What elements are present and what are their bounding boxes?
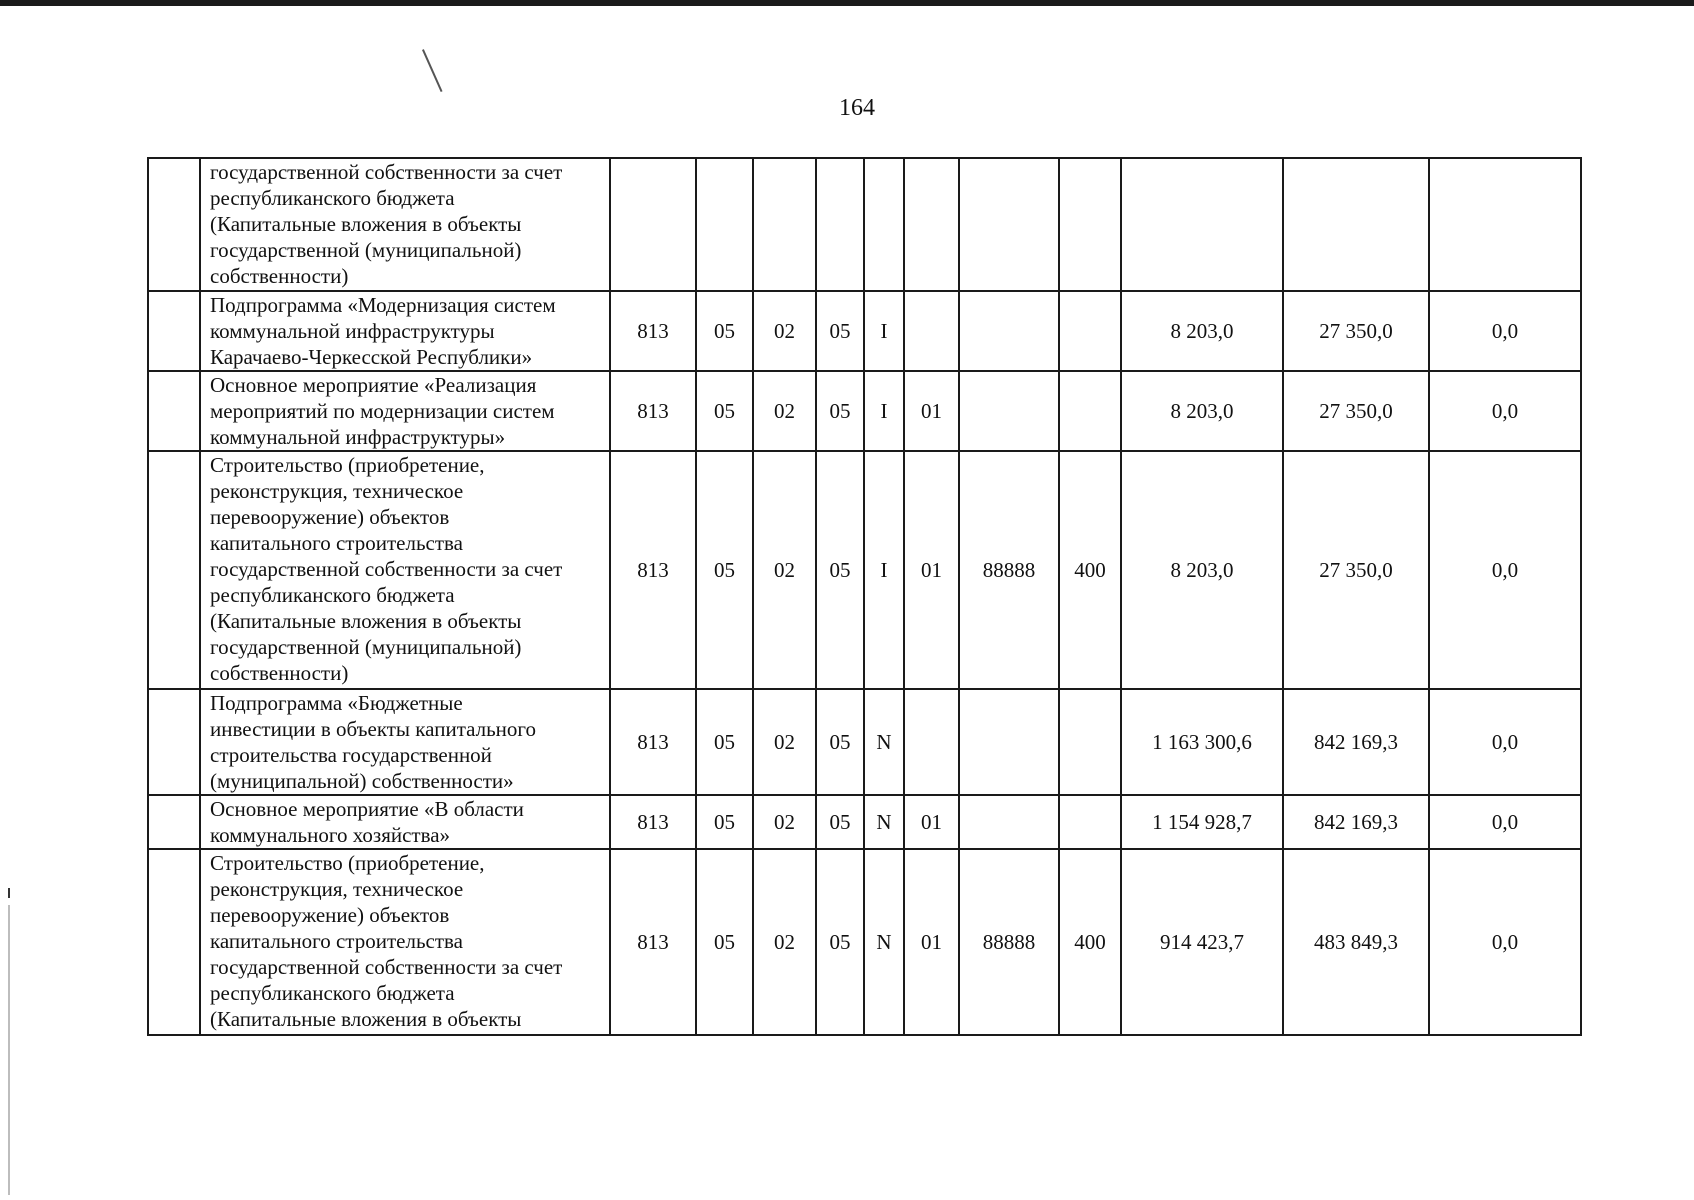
code-gr-cell: 813 xyxy=(610,795,696,849)
code-subprogram-cell xyxy=(864,158,904,291)
code-gr-cell xyxy=(610,158,696,291)
value-year3-cell: 0,0 xyxy=(1429,451,1581,689)
code-rz-cell: 05 xyxy=(696,371,753,451)
value-year1-cell: 8 203,0 xyxy=(1121,451,1283,689)
row-index-cell xyxy=(148,291,200,371)
value-year1-cell: 1 163 300,6 xyxy=(1121,689,1283,795)
value-year2-cell: 27 350,0 xyxy=(1283,371,1429,451)
code-pr-cell: 02 xyxy=(753,451,816,689)
code-program-cell: 05 xyxy=(816,689,864,795)
description-cell: Основное мероприятие «Реализация мероприятий по модернизации систем коммунальной инфраструктуры» xyxy=(200,371,610,451)
code-direction-cell xyxy=(959,795,1059,849)
code-program-cell: 05 xyxy=(816,451,864,689)
code-event-cell: 01 xyxy=(904,849,959,1035)
table-row xyxy=(148,371,1581,451)
table-row xyxy=(148,849,1581,1035)
code-rz-cell: 05 xyxy=(696,849,753,1035)
description-cell: Строительство (приобретение, реконструкция, техническое перевооружение) объектов капитального строительства государственной собственности за счет республиканского бюджета (Капитальные вложения в объекты государственной (муниципальной) собственности) xyxy=(200,451,610,689)
code-event-cell xyxy=(904,689,959,795)
table-row xyxy=(148,158,1581,291)
code-subprogram-cell: N xyxy=(864,795,904,849)
value-year2-cell: 27 350,0 xyxy=(1283,291,1429,371)
code-pr-cell: 02 xyxy=(753,371,816,451)
row-index-cell xyxy=(148,849,200,1035)
table-row xyxy=(148,291,1581,371)
code-rz-cell: 05 xyxy=(696,795,753,849)
value-year3-cell: 0,0 xyxy=(1429,371,1581,451)
code-vr-cell: 400 xyxy=(1059,451,1121,689)
code-pr-cell: 02 xyxy=(753,795,816,849)
description-cell: государственной собственности за счет республиканского бюджета (Капитальные вложения в объекты государственной (муниципальной) собственности) xyxy=(200,158,610,291)
code-pr-cell: 02 xyxy=(753,689,816,795)
table-row xyxy=(148,689,1581,795)
value-year2-cell: 27 350,0 xyxy=(1283,451,1429,689)
code-gr-cell: 813 xyxy=(610,849,696,1035)
value-year3-cell: 0,0 xyxy=(1429,849,1581,1035)
code-direction-cell xyxy=(959,158,1059,291)
description-cell: Подпрограмма «Бюджетные инвестиции в объекты капитального строительства государственной (муниципальной) собственности» xyxy=(200,689,610,795)
code-event-cell xyxy=(904,291,959,371)
code-vr-cell xyxy=(1059,291,1121,371)
code-vr-cell xyxy=(1059,795,1121,849)
scan-artifact-line xyxy=(8,905,10,1195)
value-year1-cell: 8 203,0 xyxy=(1121,291,1283,371)
code-pr-cell: 02 xyxy=(753,291,816,371)
top-border-rule xyxy=(0,0,1694,6)
code-gr-cell: 813 xyxy=(610,451,696,689)
description-cell: Основное мероприятие «В области коммунального хозяйства» xyxy=(200,795,610,849)
row-index-cell xyxy=(148,795,200,849)
value-year1-cell xyxy=(1121,158,1283,291)
code-gr-cell: 813 xyxy=(610,371,696,451)
code-rz-cell: 05 xyxy=(696,689,753,795)
code-subprogram-cell: N xyxy=(864,849,904,1035)
code-program-cell xyxy=(816,158,864,291)
value-year2-cell: 483 849,3 xyxy=(1283,849,1429,1035)
description-cell: Подпрограмма «Модернизация систем коммунальной инфраструктуры Карачаево-Черкесской Республики» xyxy=(200,291,610,371)
code-pr-cell xyxy=(753,158,816,291)
value-year1-cell: 1 154 928,7 xyxy=(1121,795,1283,849)
value-year2-cell xyxy=(1283,158,1429,291)
row-index-cell xyxy=(148,689,200,795)
code-gr-cell: 813 xyxy=(610,291,696,371)
table-row xyxy=(148,451,1581,689)
code-vr-cell: 400 xyxy=(1059,849,1121,1035)
code-program-cell: 05 xyxy=(816,795,864,849)
value-year3-cell: 0,0 xyxy=(1429,795,1581,849)
value-year2-cell: 842 169,3 xyxy=(1283,795,1429,849)
code-event-cell xyxy=(904,158,959,291)
code-vr-cell xyxy=(1059,158,1121,291)
row-index-cell xyxy=(148,158,200,291)
code-direction-cell xyxy=(959,689,1059,795)
budget-table xyxy=(147,157,1582,1036)
scan-artifact-mark xyxy=(422,49,443,92)
code-direction-cell xyxy=(959,371,1059,451)
code-program-cell: 05 xyxy=(816,849,864,1035)
value-year3-cell: 0,0 xyxy=(1429,689,1581,795)
code-program-cell: 05 xyxy=(816,371,864,451)
code-direction-cell: 88888 xyxy=(959,451,1059,689)
code-rz-cell: 05 xyxy=(696,291,753,371)
value-year3-cell xyxy=(1429,158,1581,291)
page-number: 164 xyxy=(839,95,875,121)
code-event-cell: 01 xyxy=(904,371,959,451)
code-subprogram-cell: I xyxy=(864,451,904,689)
code-event-cell: 01 xyxy=(904,451,959,689)
value-year1-cell: 8 203,0 xyxy=(1121,371,1283,451)
code-subprogram-cell: I xyxy=(864,371,904,451)
value-year3-cell: 0,0 xyxy=(1429,291,1581,371)
code-pr-cell: 02 xyxy=(753,849,816,1035)
code-rz-cell xyxy=(696,158,753,291)
code-event-cell: 01 xyxy=(904,795,959,849)
code-program-cell: 05 xyxy=(816,291,864,371)
code-direction-cell xyxy=(959,291,1059,371)
code-direction-cell: 88888 xyxy=(959,849,1059,1035)
code-vr-cell xyxy=(1059,371,1121,451)
code-gr-cell: 813 xyxy=(610,689,696,795)
value-year1-cell: 914 423,7 xyxy=(1121,849,1283,1035)
code-rz-cell: 05 xyxy=(696,451,753,689)
scan-artifact-dot xyxy=(8,888,10,898)
table-row xyxy=(148,795,1581,849)
value-year2-cell: 842 169,3 xyxy=(1283,689,1429,795)
row-index-cell xyxy=(148,371,200,451)
code-vr-cell xyxy=(1059,689,1121,795)
description-cell: Строительство (приобретение, реконструкция, техническое перевооружение) объектов капитального строительства государственной собственности за счет республиканского бюджета (Капитальные вложения в объекты xyxy=(200,849,610,1035)
code-subprogram-cell: N xyxy=(864,689,904,795)
row-index-cell xyxy=(148,451,200,689)
code-subprogram-cell: I xyxy=(864,291,904,371)
